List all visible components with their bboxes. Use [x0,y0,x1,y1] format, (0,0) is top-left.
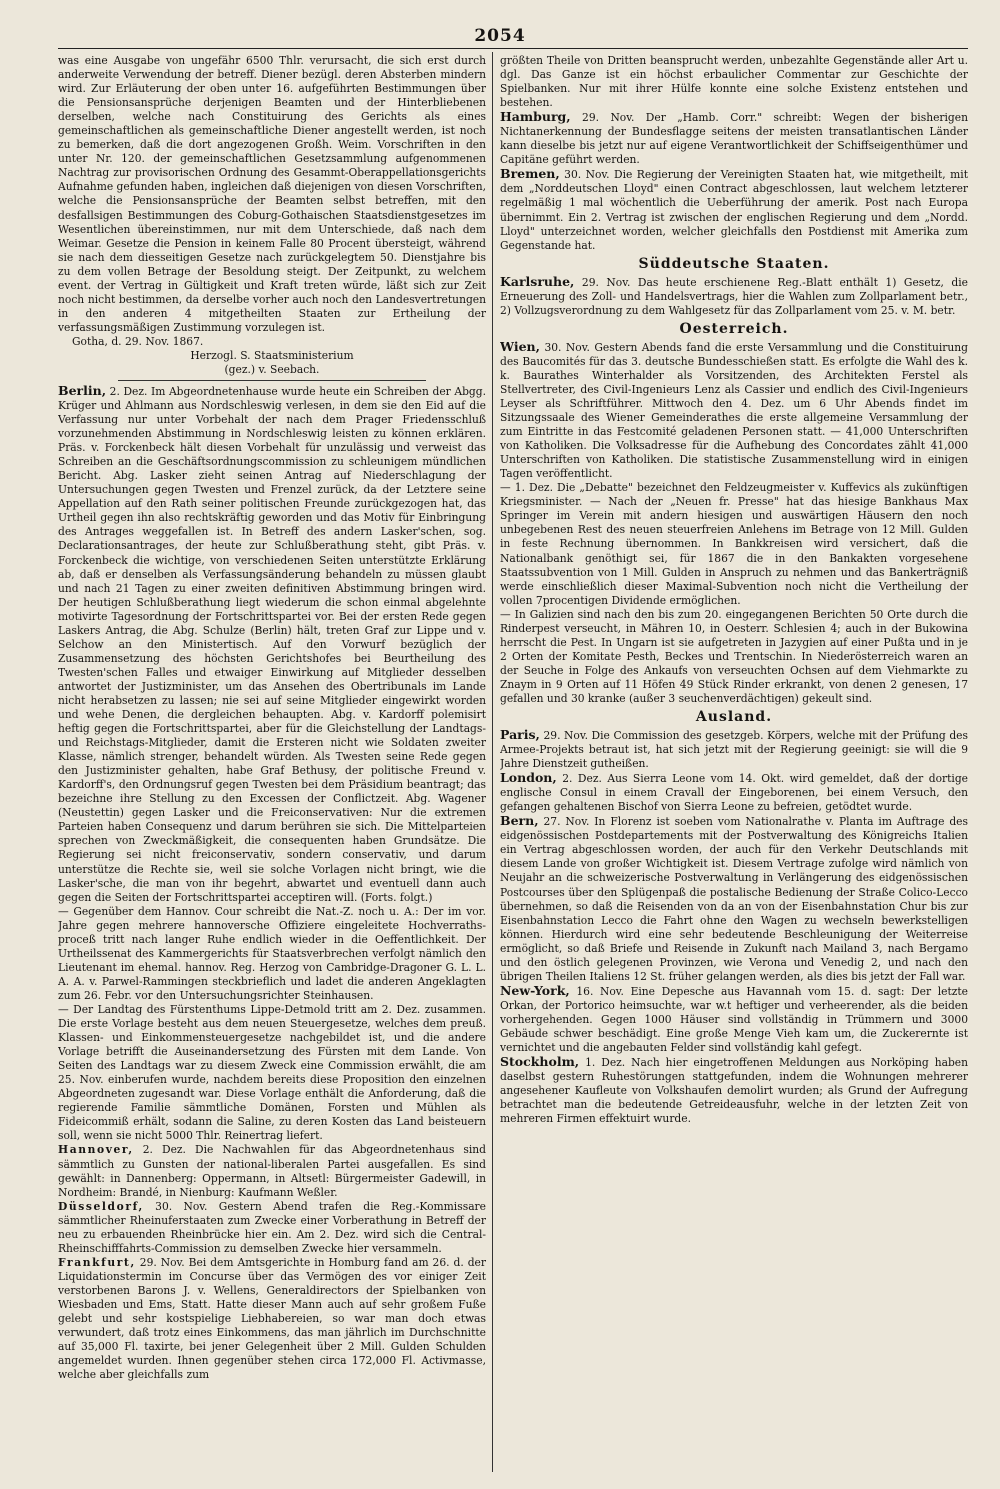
karlsruhe-text: 29. Nov. Das heute erschienene Reg.-Blatt enthält 1) Gesetz, die Erneuerung des Zoll- und Handelsvertrags, hier die Wahlen zum Zollparlament betr., 2) Vollzugsverordnung zu dem Wahlgesetz für das Zollparlament vom 25. v. M. betr. [500,275,968,317]
frankfurt-dateline: Frankfurt, [58,1255,136,1269]
newyork-dateline: New-York, [500,982,570,998]
signature-name: (gez.) v. Seebach. [224,362,320,376]
karlsruhe-dateline: Karlsruhe, [500,273,575,289]
paris-text: 29. Nov. Die Commission des gesetzgeb. Körpers, welche mit der Prüfung des Armee-Projekts betraut ist, hat sich jetzt mit der Regierung geeinigt: sie will die 9 Jahre Dienstzeit gutheißen. [500,729,968,771]
frankfurt-continued: größten Theile von Dritten beansprucht werden, unbezahlte Gegenstände aller Art u. dgl. Das Ganze ist ein höchst erbaulicher Commentar zur Geschichte der Spielbanken. Nur mit ihrer Hülfe konnte eine solche Existenz entstehen und bestehen. [500,54,968,110]
section-heading-ausland: Ausland. [695,709,773,726]
london-article [500,771,968,814]
section-heading-sueddeutsche: Süddeutsche Staaten. [638,255,830,272]
bern-text: 27. Nov. In Florenz ist soeben vom Nationalrathe v. Planta im Auftrage des eidgenössischen Postdepartements mit der Postverwaltung des Königreichs Italien ein Vertrag abgeschlossen worden, der auch für den Verkehr Deutschlands mit diesem Lande von großer Wichtigkeit ist. Diesem Vertrage zufolge wird nämlich von Neujahr an die schweizerische Postverwaltung in Verlängerung des eidgenössischen Postcourses über den Splügenpaß die postalische Bedienung der Straße Colico-Lecco übernehmen, so daß die Reisenden von da an von der Eisenbahnstation Chur bis zur Eisenbahnstation Lecco die Fahrt ohne den Wagen zu wechseln bewerkstelligen können. Hierdurch wird eine sehr bedeutende Beschleunigung der Weiterreise ermöglicht, so daß Briefe und Reisende in Zukunft nach Mailand 3, nach Bergamo und den östlich gelegenen Provinzen, wie Verona und Venedig 2, und nach den übrigen Theilen Italiens 12 St. früher gelangen werden, als dies bis jetzt der Fall war. [500,815,968,983]
bremen-article [500,167,968,252]
galizien-article: — In Galizien sind nach den bis zum 20. eingegangenen Berichten 50 Orte durch die Rinderpest verseucht, in Mähren 10, in Oesterr. Schlesien 4; auch in der Bukowina herrscht die Pest. In Ungarn ist sie aufgetreten in Jazygien auf einer Pußta und in je 2 Orten der Komitate Pesth, Beckes und Trentschin. In Niederösterreich waren an der Seuche in Folge des Ankaufs von verseuchten Ochsen auf dem Viehmarkte zu Znaym in 9 Orten auf 11 Höfen 49 Stück Rinder erkrankt, von denen 2 genesen, 17 gefallen und 30 kranke (außer 3 seuchenverdächtigen) gekeult sind. [500,607,968,705]
frankfurt-text: 29. Nov. Bei dem Amtsgerichte in Homburg fand am 26. d. der Liquidationstermin im Concurse über das Vermögen des vor einiger Zeit verstorbenen Barons J. v. Wellens, Generaldirectors der Spielbanken von Wiesbaden und Ems, Statt. Hatte dieser Mann auch auf sehr großem Fuße gelebt und sehr kostspielige Liebhabereien, so war man doch etwas verwundert, daß trotz eines Einkommens, das man jährlich im Durchschnitte auf 35,000 Fl. taxirte, bei jener Gelegenheit über 2 Mill. Gulden Schulden angemeldet wurden. Ihnen gegenüber stehen circa 172,000 Fl. Activmasse, welche aber gleichfalls zum [58,1255,486,1382]
paris-article [500,728,968,771]
signature-ministry: Herzogl. S. Staatsministerium [190,348,354,362]
page-number: 2054 [474,26,526,46]
duesseldorf-dateline: Düsseldorf, [58,1199,144,1213]
paris-dateline: Paris, [500,727,540,743]
hamburg-article [500,110,968,167]
wien-second-article: — 1. Dez. Die „Debatte" bezeichnet den Feldzeugmeister v. Kuffevics als zukünftigen Kriegsminister. — Nach der „Neuen fr. Presse" hat das hiesige Bankhaus Max Springer im Verein mit andern hiesigen und auswärtigen Häusern den noch unbegebenen Rest des neuen steuerfreien Anlehens im Betrage von 12 Mill. Gulden in feste Rechnung übernommen. In Bankkreisen wird versichert, daß die Nationalbank genöthigt sei, für 1867 die in den Bankakten vorgesehene Staatssubvention von 1 Mill. Gulden in Anspruch zu nehmen und das Bankerträgniß werde einschließlich dieser Maximal-Subvention noch nicht die Vertheilung der vollen 7procentigen Dividende ermöglichen. [500,481,968,607]
berlin-article [58,384,486,905]
hamburg-text: 29. Nov. Der „Hamb. Corr." schreibt: Wegen der bisherigen Nichtanerkennung der Bundesflagge seitens der meisten transatlantischen Länder kann dieselbe bis jetzt nur auf eigene Verantwortlichkeit der Schiffseigenthümer und Capitäne geführt werden. [500,111,968,167]
wien-text: 30. Nov. Gestern Abends fand die erste Versammlung und die Constituirung des Baucomités für das 3. deutsche Bundesschießen statt. Es erfolgte die Wahl des k. k. Baurathes Winterhalder als Vorsitzenden, des Architekten Ferstel als Stellvertreter, des Civil-Ingenieurs Lenz als Cassier und endlich des Civil-Ingenieurs Leyser als Schriftführer. Mittwoch den 4. Dez. um 6 Uhr Abends findet im Sitzungssaale des Wiener Gemeinderathes die erste allgemeine Versammlung der zum Eintritte in das Festcomité geladenen Personen statt. — 41,000 Unterschriften von Katholiken. Die Volksadresse für die Aufhebung des Concordates zählt 41,000 Unterschriften von Katholiken. Die statistische Zusammenstellung wird in einigen Tagen veröffentlicht. [500,340,968,481]
london-dateline: London, [500,770,557,786]
article-separator [118,380,426,381]
newyork-text: 16. Nov. Eine Depesche aus Havannah vom 15. d. sagt: Der letzte Orkan, der Portorico heimsuchte, war w.t heftiger und verheerender, als die beiden vorhergehenden. Gegen 1000 Häuser sind vollständig in Trümmern und 3000 Gebäude schwer beschädigt. Eine große Menge Vieh kam um, die Zuckerernte ist vernichtet und die angebauten Felder sind vollständig kahl gefegt. [500,984,968,1055]
berlin-dateline: Berlin, [58,382,107,398]
stockholm-article [500,1055,968,1126]
bern-article [500,814,968,984]
bremen-text: 30. Nov. Die Regierung der Vereinigten Staaten hat, wie mitgetheilt, mit dem „Norddeutschen Lloyd" einen Contract abgeschlossen, laut welchem letzterer regelmäßig 1 mal wöchentlich die Ueberführung der amerik. Post nach Europa übernimmt. Ein 2. Vertrag ist zwischen der englischen Regierung und dem „Nordd. Lloyd" unterzeichnet worden, welcher gleichfalls den Postdienst mit Amerika zum Gegenstande hat. [500,168,968,252]
column-divider [492,52,493,1472]
hamburg-dateline: Hamburg, [500,109,571,125]
gotha-article: was eine Ausgabe von ungefähr 6500 Thlr. verursacht, die sich erst durch anderweite Verwendung der betreff. Diener bezügl. deren Absterben mindern wird. Zur Erläuterung der oben unter 16. aufgeführten Bestimmungen über die Pensionsansprüche derjenigen Beamten und der Hinterbliebenen derselben, welche nach Constituirung des Gerichts als eines gemeinschaftlichen als gemeinschaftliche Diener angestellt werden, ist noch zu bemerken, daß die dort angezogenen Großh. Weim. Vorschriften in den unter Nr. 120. der gemeinschaftlichen Gesetzsammlung aufgenommenen Nachtrag zur provisorischen Ordnung des Gesammt-Oberappellationsgerichts Aufnahme gefunden haben, ingleichen daß diejenigen von diesen Vorschriften, welche die Pensionsansprüche der Beamten selbst betreffen, mit den desfallsigen Bestimmungen des Coburg-Gothaischen Staatsdienstgesetzes im Wesentlichen übereinstimmen, nur mit dem Unterschiede, daß nach dem Weimar. Gesetze die Pension in keinem Falle 80 Procent übersteigt, während sie nach dem diesseitigen Gesetze nach zurückgelegtem 50. Dienstjahre bis zu dem vollen Betrage der Besoldung steigt. Der Zeitpunkt, zu welchem event. der Vertrag in Gültigkeit und Kraft treten würde, läßt sich zur Zeit noch nicht bestimmen, da derselbe vorher auch noch den Landesvertretungen in den anderen 4 mitgetheilten Staaten zur Ertheilung der verfassungsmäßigen Zustimmung vorzulegen ist. [58,54,486,334]
bern-dateline: Bern, [500,813,539,829]
hannover-article [58,1143,486,1199]
duesseldorf-article [58,1200,486,1256]
newyork-article [500,984,968,1055]
hannover-dateline: Hannover, [58,1143,134,1157]
stockholm-dateline: Stockholm, [500,1054,580,1070]
right-column [500,54,968,1472]
section-heading-oesterreich: Oesterreich. [679,320,789,337]
left-column [58,54,486,1472]
berlin-text: 2. Dez. Im Abgeordnetenhause wurde heute ein Schreiben der Abgg. Krüger und Ahlmann aus Nordschleswig verlesen, in dem sie den Eid auf die Verfassung nur unter Vorbehalt der nach dem Prager Friedensschluß vorzunehmenden Abstimmung in Nordschleswig leisten zu können erklären. Präs. v. Forckenbeck hält diesen Vorbehalt für unzulässig und verweist das Schreiben an die Geschäftsordnungscommission zu schleunigem mündlichen Bericht. Abg. Lasker zieht seinen Antrag auf Niederschlagung der Untersuchungen gegen Twesten und Frenzel zurück, da der Letztere seine Appellation auf den Rath seiner politischen Freunde zurückgezogen hat, das Urtheil gegen ihn also rechtskräftig geworden und das Motiv für Einbringung des Antrages weggefallen ist. In Betreff des andern Lasker'schen, sog. Declarationsantrages, der heute zur Schlußberathung steht, gibt Präs. v. Forckenbeck die wichtige, von verschiedenen Seiten unterstützte Erklärung ab, daß er denselben als Verfassungsänderung behandeln zu müssen glaubt und nach 21 Tagen zu einer zweiten definitiven Abstimmung bringen wird. Der heutigen Schlußberathung liegt wiederum die schon einmal abgelehnte motivirte Tagesordnung der Fortschrittspartei vor. Bei der ersten Rede gegen Laskers Antrag, die Abg. Schulze (Berlin) hält, treten Graf zur Lippe und v. Selchow an den Ministertisch. Auf den Vorwurf bezüglich der Zusammensetzung des höchsten Gerichtshofes bei Beurtheilung des Twesten'schen Falles und etwaiger Einwirkung auf Mitglieder desselben antwortet der Justizminister, um das Ansehen des Obertribunals im Lande nicht herabsetzen zu lassen; nie sei auf seine Mitglieder eingewirkt worden und wehe Denen, die dergleichen behaupten. Abg. v. Kardorff polemisirt heftig gegen die Fortschrittspartei, aber für die Gleichstellung der Landtags- und Reichstags-Mitglieder, damit die Ersteren nicht wie Soldaten zweiter Klasse, nämlich strenger, behandelt würden. Als Twesten seine Rede gegen den Justizminister gehalten, habe Graf Bethusy, der politische Freund v. Kardorff's, den Ordnungsruf gegen Twesten bei dem Präsidium beantragt; das bezeichne ihre Stellung zu den Excessen der Conflictzeit. Abg. Wagener (Neustettin) gegen Lasker und die Freiconservativen: Nur die extremen Parteien haben Consequenz und darum berühren sie sich. Die Mittelparteien sprechen von Zweckmäßigkeit, die consequenten haben Grundsätze. Die Regierung sei nicht freiconservativ, sondern conservativ, und darum unterstütze die Rechte sie, weil sie solche Vorlagen nicht bringt, wie die Lasker'sche, die man von ihr begehrt, abwartet und eventuell dann auch gegen die Seiten der Fortschrittspartei acceptiren will. (Forts. folgt.) [58,384,486,904]
wien-dateline: Wien, [500,338,540,354]
wien-article [500,340,968,481]
karlsruhe-article [500,275,968,318]
duesseldorf-text: 30. Nov. Gestern Abend trafen die Reg.-Kommissare sämmtlicher Rheinuferstaaten zum Zwecke einer Vorberathung in Betreff der neu zu erbauenden Rheinbrücke hier ein. Am 2. Dez. wird sich die Central-Rheinschifffahrts-Commission zu demselben Zwecke hier versammeln. [58,1199,486,1255]
bremen-dateline: Bremen, [500,166,560,182]
hannover-text: 2. Dez. Die Nachwahlen für das Abgeordnetenhaus sind sämmtlich zu Gunsten der national-liberalen Partei ausgefallen. Es sind gewählt: in Dannenberg: Oppermann, in Altsetl: Bürgermeister Gadewill, in Nordheim: Brandé, in Nienburg: Kaufmann Weßler. [58,1143,486,1199]
frankfurt-article [58,1256,486,1382]
lippe-article: — Der Landtag des Fürstenthums Lippe-Detmold tritt am 2. Dez. zusammen. Die erste Vorlage besteht aus dem neuen Steuergesetze, welches dem preuß. Klassen- und Einkommensteuergesetze nachgebildet ist, und die andere Vorlage betrifft die Auseinandersetzung des Fürsten mit dem Lande. Von Seiten des Landtags war zu diesem Zweck eine Commission erwählt, die am 25. Nov. einberufen wurde, nachdem bereits diese Proposition den einzelnen Abgeordneten zugesandt war. Diese Vorlage enthält die Anforderung, daß die regierende Familie sämmtliche Domänen, Forsten und Mühlen als Fideicommiß erhält, sodann die Saline, zu deren Kosten das Land beisteuern soll, wenn sie nicht 5000 Thlr. Reinertrag liefert. [58,1003,486,1143]
hannov-cour-article: — Gegenüber dem Hannov. Cour schreibt die Nat.-Z. noch u. A.: Der im vor. Jahre gegen mehrere hannoversche Offiziere eingeleitete Hochverraths-proceß tritt nach langer Ruhe endlich wieder in die Oeffentlichkeit. Der Urtheilssenat des Kammergerichts für Staatsverbrechen verfolgt nämlich den Lieutenant im ehemal. hannov. Reg. Herzog von Cambridge-Dragoner G. L. L. A. A. v. Parwel-Rammingen steckbrieflich und ladet die anderen Angeklagten zum 26. Febr. vor den Untersuchungsrichter Steinhausen. [58,904,486,1002]
gotha-dateline: Gotha, d. 29. Nov. 1867. [72,334,204,348]
london-text: 2. Dez. Aus Sierra Leone vom 14. Okt. wird gemeldet, daß der dortige englische Consul in einem Cravall der Eingeborenen, bei einem Versuch, den gefangen gehaltenen Bischof von Sierra Leone zu befreien, getödtet wurde. [500,772,968,814]
top-rule [58,48,968,49]
stockholm-text: 1. Dez. Nach hier eingetroffenen Meldungen aus Norköping haben daselbst gestern Ruhestörungen stattgefunden, indem die Wohnungen mehrerer angesehener Kaufleute von Volkshaufen demolirt wurden; als Grund der Aufregung betrachtet man die bedeutende Getreideausfuhr, welche in der letzten Zeit von mehreren Firmen effektuirt wurde. [500,1056,968,1126]
